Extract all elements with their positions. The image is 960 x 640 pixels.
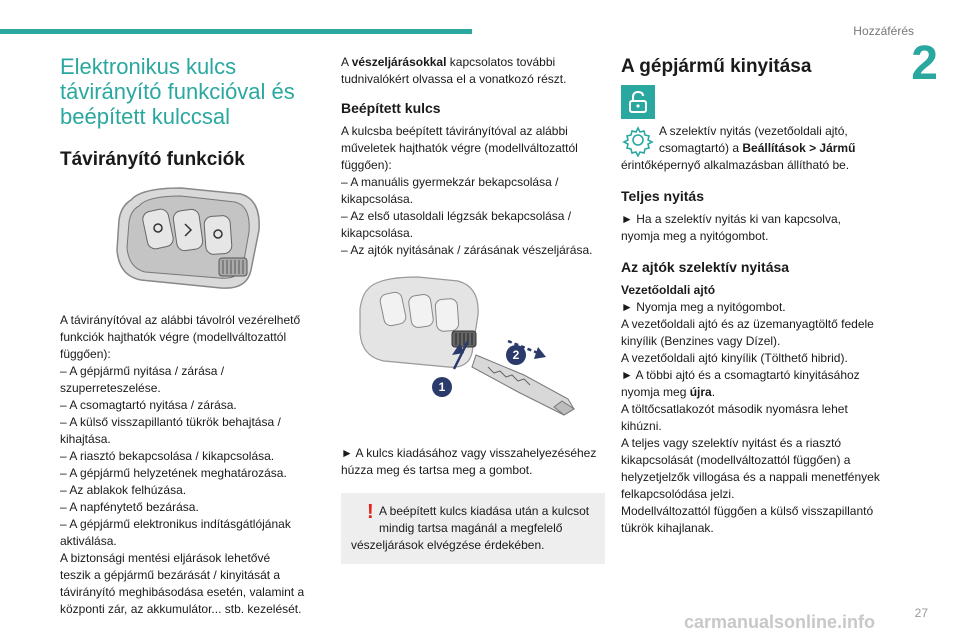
gear-icon <box>621 123 655 157</box>
remote-functions-text: A távirányítóval az alábbi távolról vezérelhető funkciók hajthatók végre (modellváltozattól függően): – A gépjármű nyitása / zárása / szuperreteszelése. – A csomagtartó nyitása / zárása. – A külső visszapillantó tükrök behajtása / kihajtása. – A riasztó bekapcsolása / kikapcsolása. – A gépjármű helyzetének meghatározása. – Az ablakok felhúzása. – A napfénytető bezárása. – A gépjármű elektronikus indításgátlójának aktiválása. A biztonsági mentési eljárások lehetővé teszik a gépjármű bezárását / kinyitását a távirányító meghibásodása esetén, valamint a központi zár, az akkumulátor... stb. kezelését. <box>60 313 305 616</box>
driver-door-text: ► Nyomja meg a nyitógombot. A vezetőoldali ajtó és az üzemanyagtöltő fedele kinyílik (Benzines vagy Dízel). A vezetőoldali ajtó kinyílik (Tölthető hibrid). ► A többi ajtó és a csomagtartó kinyitásához nyomja meg újra. A töltőcsatlakozót második nyomásra lehet kihúzni. A teljes vagy szelektív nyitást és a riasztó kikapcsolását (modellváltozattól függően) a helyzetjelzők villogása és a nappali menetfények felkapcsolódása jelzi. Modellváltozattól függően a külső visszapillantó tükrök kihajlanak. <box>621 300 880 535</box>
header-accent-bar <box>0 29 472 34</box>
chapter-number: 2 <box>911 37 938 90</box>
integrated-key-text: A kulcsba beépített távirányítóval az alábbi műveletek hajthatók végre (modellváltozattól függően): – A manuális gyermekzár bekapcsolása / kikapcsolása. – Az első utasoldali légzsák bekapcsolása / kikapcsolása. – Az ajtók nyitásának / zárásának vészeljárása. <box>341 124 593 257</box>
selective-unlock-heading: Az ajtók szelektív nyitása <box>621 259 790 275</box>
page-number: 27 <box>914 606 928 620</box>
callout-2: 2 <box>512 348 520 362</box>
full-unlock-text: ► Ha a szelektív nyitás ki van kapcsolva, nyomja meg a nyitógombot. <box>621 212 841 243</box>
driver-door-heading: Vezetőoldali ajtó <box>621 283 716 297</box>
column-right <box>621 54 891 537</box>
key-release-step: ► A kulcs kiadásához vagy visszahelyezéséhez húzza meg és tartsa meg a gombot. <box>341 446 597 477</box>
column-left <box>60 54 312 618</box>
key-release-illustration <box>348 269 598 429</box>
watermark: carmanualsonline.info <box>684 612 876 632</box>
warning-box: ! A beépített kulcs kiadása után a kulcsot mindig tartsa magánál a megfelelő vészeljárások elvégzése érdekében. <box>341 493 605 564</box>
selective-setting-text: A szelektív nyitás (vezetőoldali ajtó, csomagtartó) a Beállítások > Jármű érintőképernyő alkalmazásban állítható be. <box>621 124 856 172</box>
column-middle <box>341 54 605 564</box>
page-title: Elektronikus kulcs távirányító funkcióval és beépített kulccsal <box>60 54 295 129</box>
unlock-icon <box>621 85 655 119</box>
section-label: Hozzáférés <box>853 24 914 38</box>
full-unlock-heading: Teljes nyitás <box>621 188 705 204</box>
callout-1: 1 <box>438 380 446 394</box>
unlocking-heading: A gépjármű kinyitása <box>621 56 812 77</box>
remote-functions-heading: Távirányító funkciók <box>60 149 245 170</box>
integrated-key-heading: Beépített kulcs <box>341 100 441 116</box>
warning-icon: ! <box>367 501 374 523</box>
emergency-reference: A vészeljárásokkal kapcsolatos további tudnivalókért olvassa el a vonatkozó részt. <box>341 55 567 86</box>
key-fob-illustration <box>101 180 271 298</box>
